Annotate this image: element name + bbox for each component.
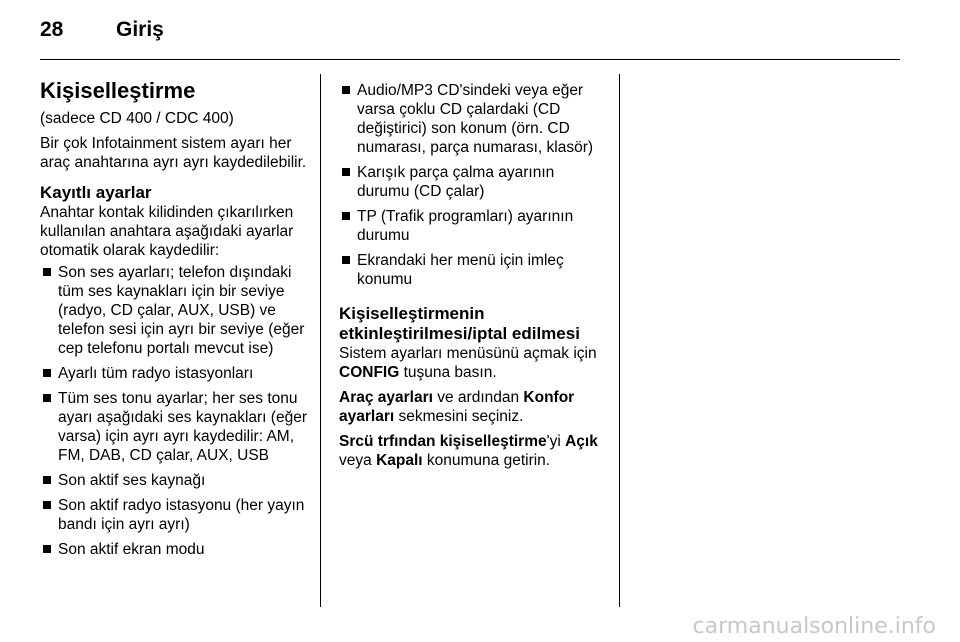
saved-settings-intro: Anahtar kontak kilidinden çıkarılırken kullanılan anahtara aşağıdaki ayarlar otomatik olarak kaydedilir:	[40, 204, 294, 259]
section-heading-personalization: Kişiselleştirme	[40, 78, 196, 103]
watermark: carmanualsonline.info	[692, 614, 936, 639]
column-left	[40, 78, 308, 559]
list-item: Audio/MP3 CD'sindeki veya eğer varsa çoklu CD çalardaki (CD değiştirici) son konum (örn. CD numarası, parça numarası, klasör)	[339, 81, 611, 157]
bullet-square-icon	[43, 369, 51, 377]
bullet-square-icon	[342, 256, 350, 264]
section-heading-saved-settings: Kayıtlı ayarlar	[40, 183, 152, 202]
bullet-square-icon	[342, 86, 350, 94]
list-item: Son ses ayarları; telefon dışındaki tüm ses kaynakları için bir seviye (radyo, CD çalar, AUX, USB) ve telefon sesi için ayrı bir seviye (eğer cep telefonu portalı mevcut ise)	[40, 263, 308, 358]
bullet-square-icon	[43, 394, 51, 402]
instruction-config: Sistem ayarları menüsünü açmak için CONFIG tuşuna basın.	[339, 345, 597, 381]
off-label: Kapalı	[376, 452, 423, 469]
bullet-square-icon	[342, 168, 350, 176]
column-divider-1	[320, 74, 321, 607]
list-item: Tüm ses tonu ayarlar; her ses tonu ayarı aşağıdaki ses kaynakları (eğer varsa) için ayrı ayrı kaydedilir: AM, FM, DAB, CD çalar, AUX, USB	[40, 389, 308, 465]
bullet-square-icon	[43, 476, 51, 484]
chapter-title: Giriş	[116, 18, 164, 41]
driver-personalization-label: Srcü trfından kişiselleştirme	[339, 433, 547, 450]
column-divider-2	[619, 74, 620, 607]
header-divider	[40, 59, 900, 60]
page-number: 28	[40, 18, 64, 41]
bullet-square-icon	[43, 268, 51, 276]
instruction-vehicle-settings: Araç ayarları ve ardından Konfor ayarları sekmesini seçiniz.	[339, 389, 575, 425]
list-item: TP (Trafik programları) ayarının durumu	[339, 207, 611, 245]
subtitle: (sadece CD 400 / CDC 400)	[40, 110, 234, 127]
list-item: Son aktif ekran modu	[40, 540, 308, 559]
vehicle-settings-label: Araç ayarları	[339, 389, 433, 406]
list-item: Karışık parça çalma ayarının durumu (CD çalar)	[339, 163, 611, 201]
list-item: Son aktif ses kaynağı	[40, 471, 308, 490]
list-item: Son aktif radyo istasyonu (her yayın bandı için ayrı ayrı)	[40, 496, 308, 534]
section-heading-enable-disable: Kişiselleştirmenin etkinleştirilmesi/iptal edilmesi	[339, 304, 580, 343]
on-label: Açık	[565, 433, 598, 450]
comfort-settings-label: Konfor ayarları	[339, 389, 575, 425]
bullet-square-icon	[342, 212, 350, 220]
config-key-label: CONFIG	[339, 364, 400, 381]
saved-settings-list-continued	[339, 81, 611, 289]
list-item: Ayarlı tüm radyo istasyonları	[40, 364, 308, 383]
bullet-square-icon	[43, 501, 51, 509]
bullet-square-icon	[43, 545, 51, 553]
column-middle	[339, 78, 611, 470]
list-item: Ekrandaki her menü için imleç konumu	[339, 251, 611, 289]
instruction-personalization-toggle: Srcü trfından kişiselleştirme'yi Açık veya Kapalı konumuna getirin.	[339, 433, 598, 469]
intro-paragraph: Bir çok Infotainment sistem ayarı her araç anahtarına ayrı ayrı kaydedilebilir.	[40, 135, 307, 171]
saved-settings-list	[40, 263, 308, 559]
